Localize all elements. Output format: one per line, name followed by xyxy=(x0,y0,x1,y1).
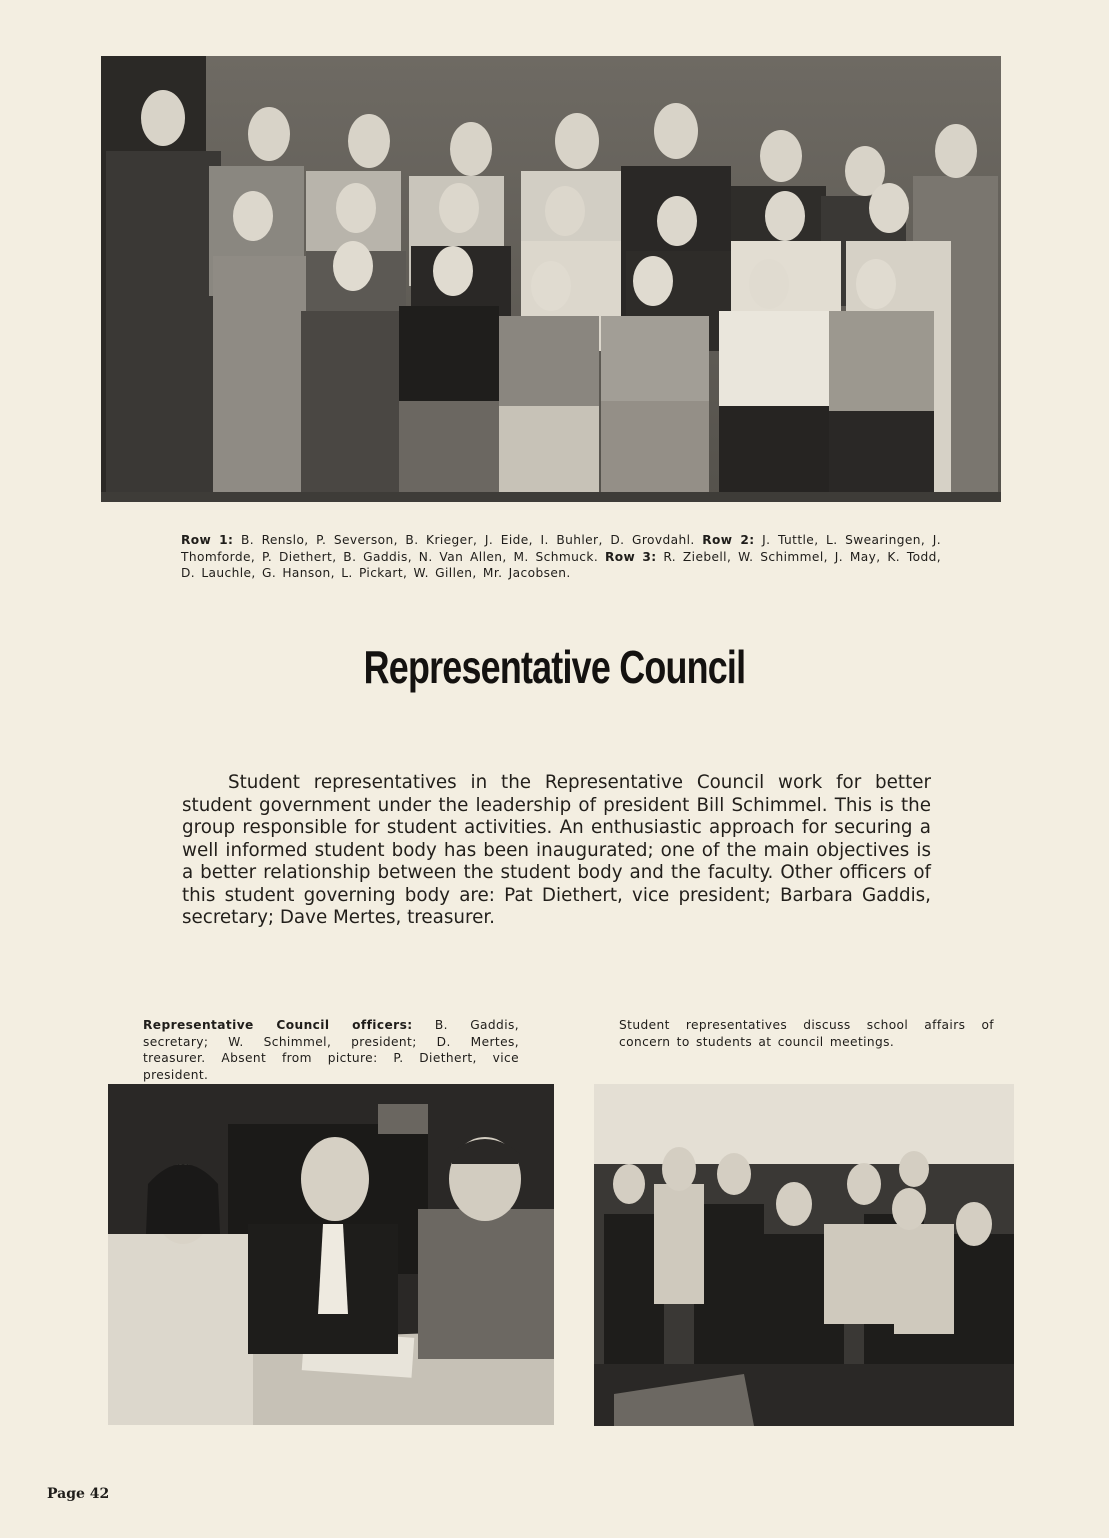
row1-names: B. Renslo, P. Severson, B. Krieger, J. Eide, I. Buhler, D. Grovdahl. xyxy=(240,533,695,548)
officers-caption xyxy=(143,1017,519,1083)
page-number: Page 42 xyxy=(47,1486,110,1502)
row1-label: Row 1: xyxy=(181,533,234,548)
meeting-caption: Student representatives discuss school affairs of concern to students at council meetings. xyxy=(619,1018,994,1049)
officers-photo xyxy=(108,1084,554,1425)
officers-caption-text: B. Gaddis, secretary; W. Schimmel, president; D. Mertes, treasurer. Absent from picture: P. Diethert, vice president. xyxy=(143,1018,520,1082)
row2-label: Row 2: xyxy=(702,533,755,548)
row2-names: J. Tuttle, L. Swearingen, J. Thomforde, P. Diethert, B. Gaddis, N. Van Allen, M. Schmuck. xyxy=(181,533,941,564)
officers-caption-label: Representative Council officers: xyxy=(143,1018,413,1032)
meeting-photo xyxy=(594,1084,1014,1426)
body-paragraph: Student representatives in the Representative Council work for better student government under the leadership of president Bill Schimmel. This is the group responsible for student activities. An enthusiastic approach for securing a well informed student body has been inaugurated; one of the main objectives is a better relationship between the student body and the faculty. Other officers of this student governing body are: Pat Diethert, vice president; Barbara Gaddis, secretary; Dave Mertes, treasurer. xyxy=(182,772,931,928)
row3-names: R. Ziebell, W. Schimmel, J. May, K. Todd, D. Lauchle, G. Hanson, L. Pickart, W. Gillen, Mr. Jacobsen. xyxy=(181,549,941,581)
group-photo-caption xyxy=(181,532,941,582)
group-photo xyxy=(101,56,1001,502)
row3-label: Row 3: xyxy=(604,549,657,564)
page-title: Representative Council xyxy=(363,641,746,693)
